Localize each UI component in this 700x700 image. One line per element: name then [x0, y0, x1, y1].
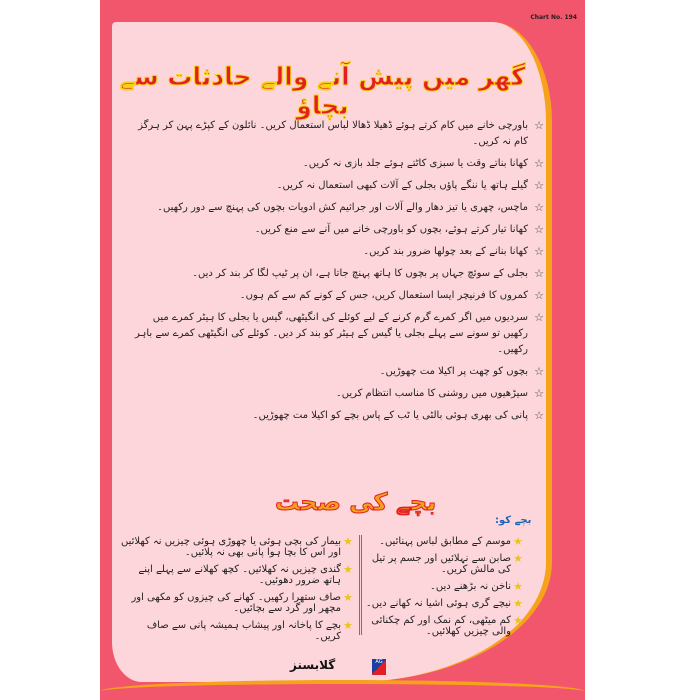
- list-item-text: بچے کا پاخانہ اور پیشاب ہمیشہ پانی سے صاف کریں۔: [146, 620, 341, 642]
- list-item-text: کھانا بناتے وقت یا سبزی کاٹتے ہوئے جلد بازی نہ کریں۔: [302, 158, 528, 169]
- list-item-text: ناخن نہ بڑھنے دیں۔: [430, 581, 511, 592]
- health-title: بچے کی صحت: [275, 488, 437, 516]
- star-icon: ☆: [534, 409, 544, 422]
- list-item: [125, 364, 550, 380]
- list-item-text: گندی چیزیں نہ کھلائیں۔ کچھ کھلانے سے پہلے اپنے ہاتھ ضرور دھوئیں۔: [138, 564, 341, 586]
- list-item: [125, 178, 550, 194]
- star-icon: ★: [343, 535, 353, 548]
- star-icon: ★: [343, 619, 353, 632]
- star-icon: ☆: [534, 245, 544, 258]
- list-item: [118, 592, 355, 614]
- star-icon: ☆: [534, 387, 544, 400]
- list-item: [125, 118, 550, 150]
- star-icon: ☆: [534, 223, 544, 236]
- list-item-text: صاف ستھرا رکھیں۔ کھانے کی چیزوں کو مکھی اور مچھر اور گرد سے بچائیں۔: [131, 592, 341, 614]
- list-item-text: بیمار کی بچی ہوئی یا چھوڑی ہوئی چیزیں نہ کھلائیں اور اس کا بچا ہوا پانی بھی نہ پلائیں۔: [121, 536, 341, 558]
- list-item-text: کھانا تیار کرتے ہوئے، بچوں کو باورچی خانے میں آنے سے منع کریں۔: [254, 224, 528, 235]
- list-item-text: سردیوں میں اگر کمرے گرم کرنے کے لیے کوئلے کی انگیٹھی، گیس یا بجلی کا ہیٹر کمرے میں رکھیں تو سونے سے پہلے بجلی یا گیس کے ہیٹر کو بند کر دیں۔ کوئلے کی انگیٹھی کمرے سے باہر رکھیں۔: [134, 312, 528, 355]
- list-item: [125, 244, 550, 260]
- list-item-text: پانی کی بھری ہوئی بالٹی یا ٹب کے پاس بچے کو اکیلا مت چھوڑیں۔: [252, 410, 528, 421]
- chart-number: Chart No. 194: [530, 14, 577, 21]
- list-item-text: ماچس، چھری یا تیز دھار والے آلات اور جراثیم کش ادویات بچوں کی پہنچ سے دور رکھیں۔: [157, 202, 528, 213]
- star-icon: ★: [343, 563, 353, 576]
- star-icon: ★: [343, 591, 353, 604]
- bottom-wave: [100, 680, 585, 700]
- list-item: [125, 200, 550, 216]
- column-divider: [359, 535, 362, 635]
- list-item-text: نیچے گری ہوئی اشیا نہ کھانے دیں۔: [365, 598, 511, 609]
- star-icon: ☆: [534, 179, 544, 192]
- star-icon: ☆: [534, 267, 544, 280]
- list-item-text: سیڑھیوں میں روشنی کا مناسب انتظام کریں۔: [335, 388, 528, 399]
- list-item: [365, 581, 525, 592]
- list-item: [125, 408, 550, 424]
- star-icon: ☆: [534, 201, 544, 214]
- list-item: [365, 553, 525, 575]
- page-title: گھر میں پیش آنے والے حادثات سے بچاؤ: [119, 62, 526, 120]
- star-icon: ☆: [534, 157, 544, 170]
- star-icon: ★: [513, 597, 523, 610]
- list-item-text: کم میٹھی، کم نمک اور کم چکنائی والی چیزیں کھلائیں۔: [371, 615, 511, 637]
- star-icon: ☆: [534, 365, 544, 378]
- star-icon: ★: [513, 580, 523, 593]
- child-label: بچے کو:: [495, 515, 532, 526]
- list-item-text: کمروں کا فرنیچر ایسا استعمال کریں، جس کے کونے کم سے کم ہوں۔: [239, 290, 528, 301]
- star-icon: ☆: [534, 119, 544, 132]
- star-icon: ★: [513, 552, 523, 565]
- list-item: [125, 266, 550, 282]
- list-item-text: بچوں کو چھت پر اکیلا مت چھوڑیں۔: [379, 366, 528, 377]
- star-icon: ★: [513, 614, 523, 627]
- list-item: [125, 310, 550, 358]
- star-icon: ★: [513, 535, 523, 548]
- list-item: [118, 564, 355, 586]
- star-icon: ☆: [534, 289, 544, 302]
- health-list-left: [118, 536, 355, 648]
- publisher-badge: AG: [372, 659, 386, 675]
- list-item: [125, 288, 550, 304]
- publisher-logo: گلابسنز: [290, 658, 336, 672]
- list-item-text: موسم کے مطابق لباس پہنائیں۔: [379, 536, 511, 547]
- health-list-right: [365, 536, 525, 643]
- list-item: [365, 536, 525, 547]
- list-item: [118, 536, 355, 558]
- list-item: [365, 615, 525, 637]
- list-item: [125, 386, 550, 402]
- star-icon: ☆: [534, 311, 544, 324]
- list-item: [125, 156, 550, 172]
- list-item-text: گیلے ہاتھ یا ننگے پاؤں بجلی کے آلات کبھی استعمال نہ کریں۔: [276, 180, 528, 191]
- list-item-text: باورچی خانے میں کام کرتے ہوئے ڈھیلا ڈھالا لباس استعمال کریں۔ نائلون کے کپڑے پہن کر ہرگز کام نہ کریں۔: [138, 120, 528, 147]
- safety-list: [125, 118, 550, 430]
- list-item: [125, 222, 550, 238]
- list-item-text: بجلی کے سوئچ جہاں پر بچوں کا ہاتھ پہنچ جاتا ہے، ان پر ٹیپ لگا کر بند کر دیں۔: [192, 268, 528, 279]
- list-item-text: کھانا بنانے کے بعد چولھا ضرور بند کریں۔: [363, 246, 528, 257]
- list-item-text: صابن سے نہلائیں اور جسم پر تیل کی مالش کریں۔: [371, 553, 511, 575]
- list-item: [118, 620, 355, 642]
- list-item: [365, 598, 525, 609]
